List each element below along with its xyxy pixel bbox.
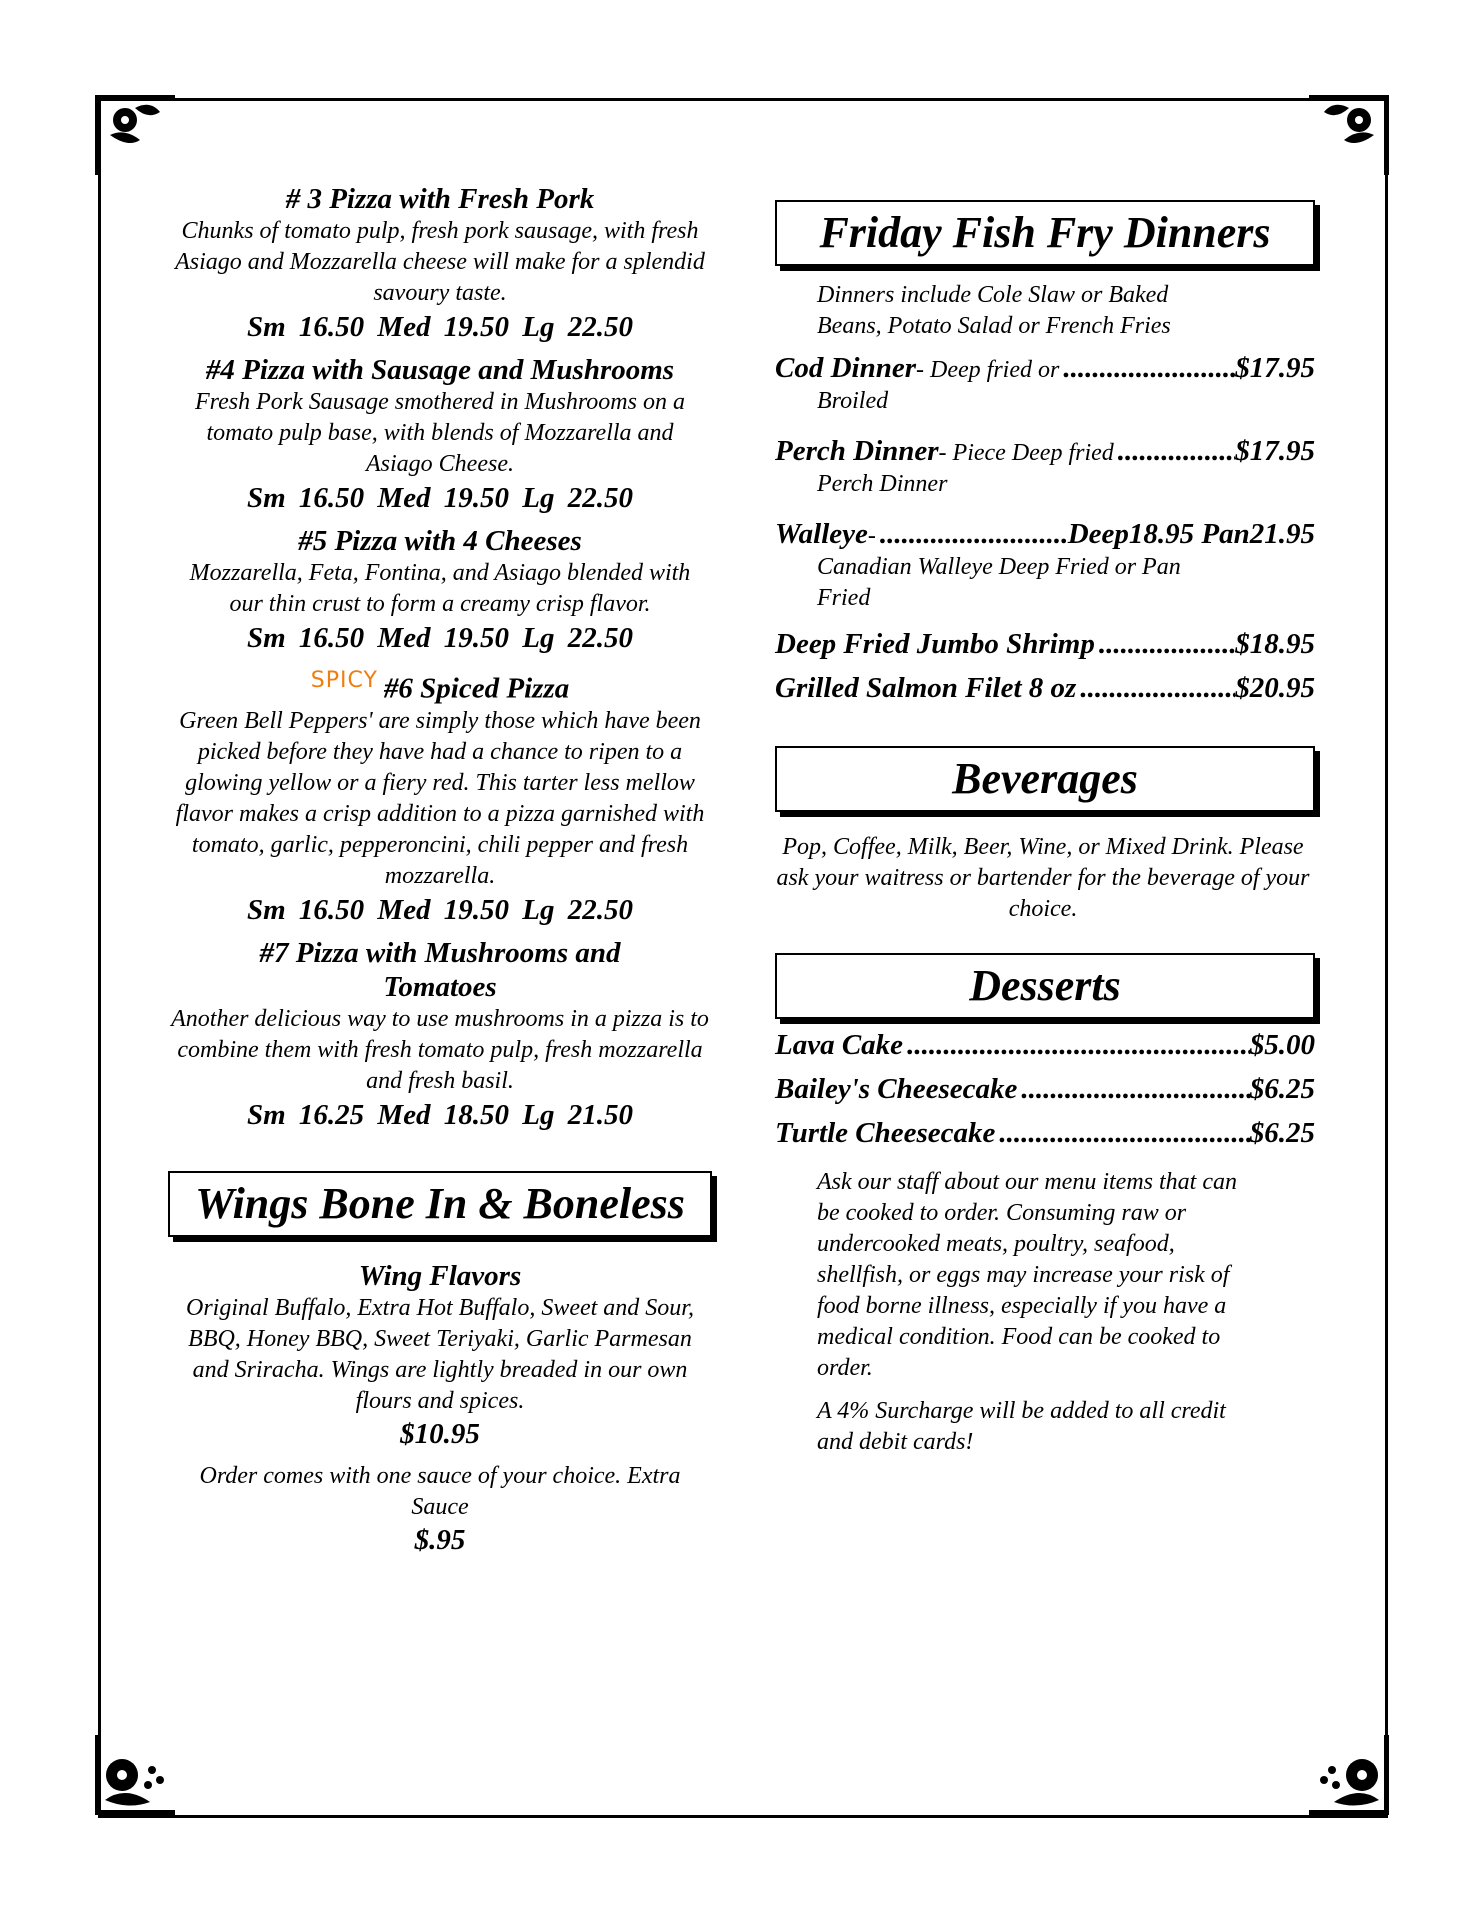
pizza-title-row bbox=[170, 664, 710, 706]
menu-row bbox=[775, 1027, 1315, 1063]
pizza-item bbox=[170, 524, 710, 656]
dot-leader bbox=[1095, 626, 1235, 662]
pizza-sizes: Sm 16.25 Med 18.50 Lg 21.50 bbox=[246, 1098, 634, 1131]
floral-corner-top-left-icon bbox=[90, 90, 180, 180]
item-subtitle: - bbox=[867, 523, 876, 549]
dot-leader bbox=[1017, 1071, 1249, 1107]
item-price: $6.25 bbox=[1249, 1117, 1315, 1149]
surcharge-notice: A 4% Surcharge will be added to all credit and debit cards! bbox=[817, 1398, 1226, 1455]
dot-leader bbox=[995, 1115, 1249, 1151]
wings-section-heading: Wings Bone In & Boneless bbox=[168, 1171, 712, 1237]
item-price: $17.95 bbox=[1235, 435, 1315, 467]
dot-leader bbox=[1059, 350, 1235, 386]
pizza-description: Fresh Pork Sausage smothered in Mushrooms on a tomato pulp base, with blends of Mozzarella and Asiago Cheese. bbox=[195, 389, 685, 477]
pizza-title: # 3 Pizza with Fresh Pork bbox=[285, 183, 595, 215]
item-name: Lava Cake bbox=[775, 1029, 904, 1061]
item-name: Turtle Cheesecake bbox=[775, 1117, 996, 1149]
pizza-sizes: Sm 16.50 Med 19.50 Lg 22.50 bbox=[246, 311, 634, 343]
pizza-item bbox=[170, 353, 710, 516]
floral-corner-bottom-right-icon bbox=[1304, 1730, 1394, 1820]
item-price: Deep18.95 Pan21.95 bbox=[1067, 518, 1315, 550]
pizza-title: #4 Pizza with Sausage and Mushrooms bbox=[205, 354, 675, 386]
item-price: $6.25 bbox=[1249, 1073, 1315, 1105]
item-name: Grilled Salmon Filet 8 oz bbox=[775, 672, 1077, 704]
dot-leader bbox=[903, 1027, 1250, 1063]
right-column bbox=[775, 200, 1315, 1470]
item-note: Perch Dinner bbox=[817, 471, 948, 497]
item-name: Perch Dinner bbox=[775, 435, 939, 467]
floral-corner-top-right-icon bbox=[1304, 90, 1394, 180]
pizza-description: Green Bell Peppers' are simply those which have been picked before they have had a chance to ripen to a glowing yellow or a fiery red. This tarter less mellow flavor makes a crisp addition to a pizza garnished with tomato, garlic, pepperoncini, chili pepper and fresh mozzarella. bbox=[175, 707, 705, 889]
desserts-section-heading: Desserts bbox=[775, 953, 1315, 1019]
item-note: Broiled bbox=[817, 388, 889, 414]
dot-leader bbox=[876, 516, 1068, 552]
item-name: Bailey's Cheesecake bbox=[775, 1073, 1018, 1105]
left-column bbox=[170, 182, 710, 1557]
item-price: $5.00 bbox=[1249, 1029, 1315, 1061]
dot-leader bbox=[1076, 670, 1235, 706]
floral-corner-bottom-left-icon bbox=[90, 1730, 180, 1820]
wings-order-note: Order comes with one sauce of your choice. Extra Sauce bbox=[199, 1462, 681, 1520]
item-price: $18.95 bbox=[1235, 628, 1315, 660]
pizza-description: Chunks of tomato pulp, fresh pork sausage, with fresh Asiago and Mozzarella cheese will make for a splendid savoury taste. bbox=[175, 218, 705, 306]
pizza-item bbox=[170, 664, 710, 928]
menu-row bbox=[775, 626, 1315, 662]
pizza-title: #7 Pizza with Mushrooms and Tomatoes bbox=[259, 936, 621, 1003]
item-subtitle: - Deep fried or bbox=[916, 357, 1060, 383]
wing-flavors-description: Original Buffalo, Extra Hot Buffalo, Sweet and Sour, BBQ, Honey BBQ, Sweet Teriyaki, Garlic Parmesan and Sriracha. Wings are lightly breaded in our own flours and spices. bbox=[186, 1294, 694, 1414]
wings-price: $10.95 bbox=[400, 1417, 480, 1450]
menu-row bbox=[775, 433, 1315, 471]
item-subtitle: - Piece Deep fried bbox=[938, 440, 1114, 466]
menu-row bbox=[775, 516, 1315, 554]
beverages-text: Pop, Coffee, Milk, Beer, Wine, or Mixed Drink. Please ask your waitress or bartender for the beverage of your choice. bbox=[776, 834, 1310, 922]
food-safety-notice: Ask our staff about our menu items that can be cooked to order. Consuming raw or undercooked meats, poultry, seafood, shellfish, or eggs may increase your risk of food borne illness, especially if you have a medical condition. Food can be cooked to order. bbox=[817, 1169, 1237, 1381]
fish-fry-section-heading: Friday Fish Fry Dinners bbox=[775, 200, 1315, 266]
menu-row bbox=[775, 1071, 1315, 1107]
pizza-description: Mozzarella, Feta, Fontina, and Asiago blended with our thin crust to form a creamy crisp flavor. bbox=[189, 560, 691, 617]
pizza-title: #5 Pizza with 4 Cheeses bbox=[298, 525, 582, 557]
menu-row bbox=[775, 1115, 1315, 1151]
pizza-sizes: Sm 16.50 Med 19.50 Lg 22.50 bbox=[246, 893, 634, 926]
pizza-item bbox=[170, 936, 710, 1133]
beverages-section-heading: Beverages bbox=[775, 746, 1315, 812]
menu-row bbox=[775, 350, 1315, 388]
dot-leader bbox=[1114, 433, 1235, 469]
pizza-sizes: Sm 16.50 Med 19.50 Lg 22.50 bbox=[246, 622, 634, 654]
item-note: Canadian Walleye Deep Fried or Pan Fried bbox=[817, 554, 1181, 611]
pizza-description: Another delicious way to use mushrooms in a pizza is to combine them with fresh tomato pulp, fresh mozzarella and fresh basil. bbox=[171, 1005, 709, 1094]
item-name: Deep Fried Jumbo Shrimp bbox=[775, 628, 1095, 660]
menu-row bbox=[775, 670, 1315, 706]
fish-fry-note: Dinners include Cole Slaw or Baked Beans, Potato Salad or French Fries bbox=[817, 282, 1171, 339]
wing-flavors-title: Wing Flavors bbox=[358, 1259, 522, 1292]
spicy-label: SPICY bbox=[310, 668, 378, 693]
pizza-item bbox=[170, 182, 710, 345]
item-price: $20.95 bbox=[1235, 672, 1315, 704]
item-name: Walleye bbox=[775, 518, 868, 550]
pizza-sizes: Sm 16.50 Med 19.50 Lg 22.50 bbox=[246, 482, 634, 514]
extra-sauce-price: $.95 bbox=[414, 1523, 466, 1556]
item-name: Cod Dinner bbox=[775, 352, 917, 384]
notices bbox=[775, 1167, 1257, 1458]
item-price: $17.95 bbox=[1235, 352, 1315, 384]
pizza-title: #6 Spiced Pizza bbox=[383, 672, 570, 705]
